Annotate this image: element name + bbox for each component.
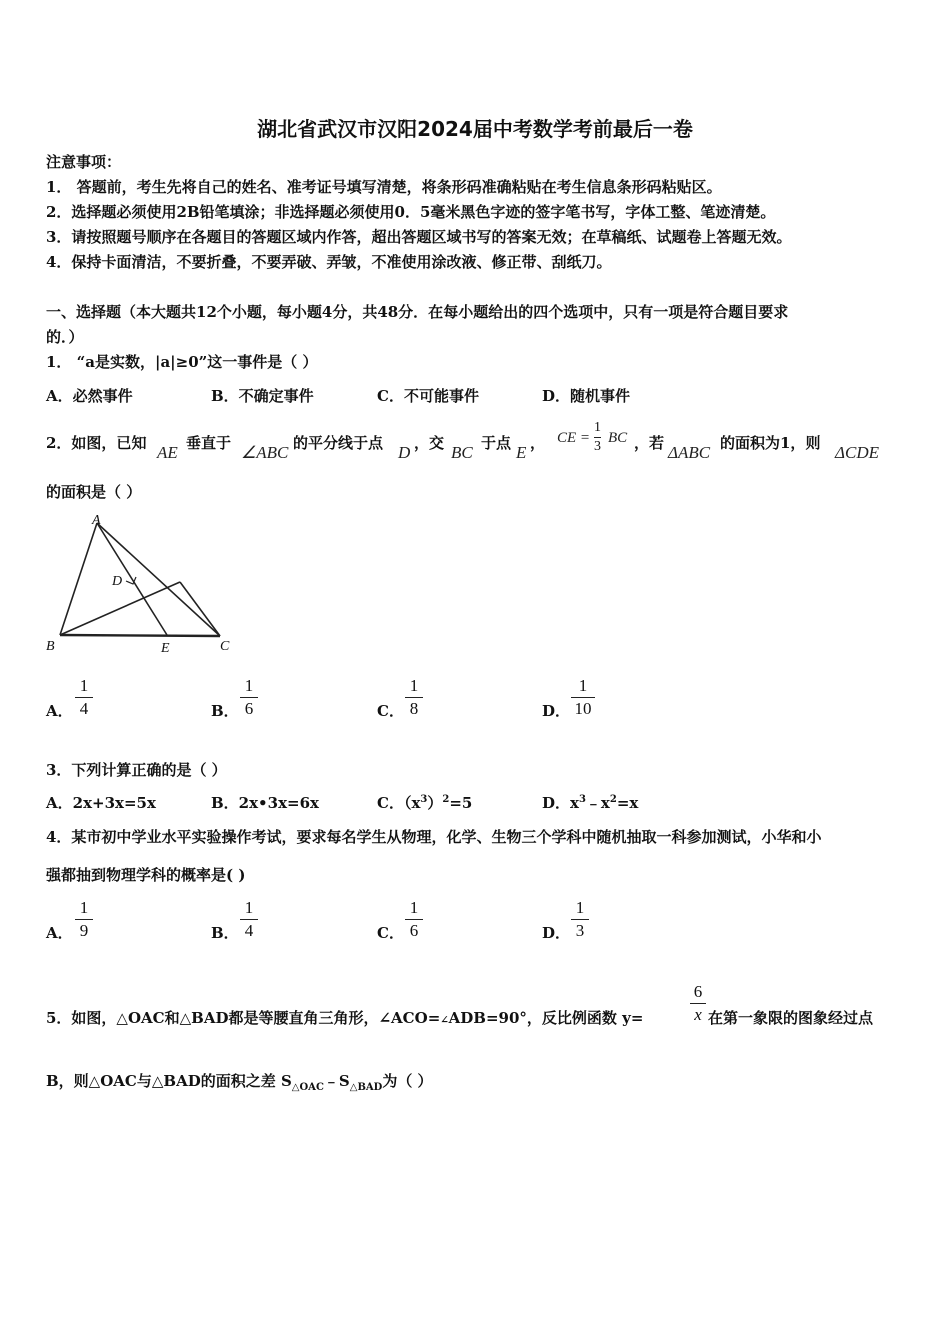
q4-option-c-den: 6 [409,921,419,940]
q2-math-bc2: BC [608,430,628,446]
section-heading-line1: 一、选择题（本大题共12个小题，每小题4分，共48分．在每小题给出的四个选项中，只有一项是符合题目要求 [46,303,789,321]
q5-fraction [690,982,706,1025]
q2-text-4: ，交 [414,434,445,452]
q5-den: x [694,1005,702,1024]
segment-dc [180,582,220,636]
q2-math-tri-abc: ΔABC [668,443,711,462]
q4-option-a-num: 1 [79,898,89,917]
q4-option-b-num: 1 [244,898,254,917]
notice-item-2: 2．选择题必须使用2B铅笔填涂；非选择题必须使用0．5毫米黑色字迹的签字笔书写，字体工整、笔迹清楚。 [46,203,776,221]
q2-text-8: 的面积为1，则 [720,434,821,452]
label-c: C [220,639,230,654]
q4-option-a-den: 9 [79,921,89,940]
label-a: A [92,513,101,528]
q3-option-a: A．2x+3x=5x [46,794,156,812]
q3-stem: 3．下列计算正确的是（ ） [46,761,227,779]
q2-option-b-den: 6 [244,699,254,718]
segment-ae [97,523,167,635]
q4-line1: 4．某市初中学业水平实验操作考试，要求每名学生从物理，化学、生物三个学科中随机抽取一科参加测试，小华和小 [46,828,822,846]
q3-option-c: C．$(x^3)^2=5$ [377,794,473,812]
q2-ce-num: 1 [594,420,601,435]
q2-math-d: D [398,443,411,462]
segment-ab [60,523,97,635]
q4-option-a-fraction [75,898,93,941]
q2-triangle-figure [40,512,240,660]
q2-text-7: ，若 [634,434,665,452]
q1-stem: 1． “a是实数，|a|≥0”这一事件是（ ） [46,353,318,371]
notice-heading: 注意事项： [46,153,122,171]
q2-text-2: 垂直于 [186,434,232,452]
notice-item-1: 1． 答题前，考生先将自己的姓名、准考证号填写清楚，将条形码准确粘贴在考生信息条形码粘贴区。 [46,178,722,196]
q2-option-a-num: 1 [79,676,89,695]
q2-math-tri-cde: ΔCDE [835,443,879,462]
q4-option-c-num: 1 [409,898,419,917]
q5-num: 6 [693,982,703,1001]
q4-option-d-den: 3 [575,921,585,940]
q4-option-c-letter: C． [377,924,404,942]
q4-line2: 强都抽到物理学科的概率是( ) [46,866,246,884]
q2-math-ae: AE [157,443,178,462]
q2-option-d-num: 1 [578,676,588,695]
q2-option-a-letter: A． [46,702,73,720]
q4-option-b-letter: B． [211,924,239,942]
label-e: E [161,641,170,656]
section-heading-line2: 的．） [46,328,84,346]
q2-option-c-letter: C． [377,702,404,720]
q2-line2: 的面积是（ ） [46,483,142,501]
q2-math-ce: CE = [557,430,591,446]
q2-ce-den: 3 [594,439,601,454]
q2-text-5: 于点 [481,434,512,452]
q2-math-bc: BC [451,443,473,462]
q2-math-angle-abc: ∠ABC [241,443,289,462]
q5-text-3: 在第一象限的图象经过点 [708,1009,874,1027]
q2-option-c-num: 1 [409,676,419,695]
label-b: B [46,639,55,654]
q2-option-c-den: 8 [409,699,419,718]
q2-option-b-fraction [240,676,258,719]
q2-text-1: 2．如图，已知 [46,434,147,452]
q5-line2: B，则△OAC与△BAD的面积之差 $S_{\triangle OAC}﹣S_{\triangle BAD}$为（ ） [46,1072,433,1093]
q4-option-d-num: 1 [575,898,585,917]
label-d: D [112,574,123,589]
q1-option-c: C．不可能事件 [377,387,479,405]
q1-option-d: D．随机事件 [542,387,631,405]
q4-option-c-fraction [405,898,423,941]
q2-option-d-fraction [571,676,595,719]
notice-item-4: 4．保持卡面清洁，不要折叠，不要弄破、弄皱，不准使用涂改液、修正带、刮纸刀。 [46,253,612,271]
q2-option-d-den: 10 [574,699,592,718]
q1-option-b: B．不确定事件 [211,387,314,405]
page-title: 湖北省武汉市汉阳2024届中考数学考前最后一卷 [257,117,693,141]
q4-option-b-fraction [240,898,258,941]
q2-option-d-letter: D． [542,702,571,720]
q4-option-d-letter: D． [542,924,571,942]
q2-text-3: 的平分线于点 [293,434,384,452]
q2-option-b-num: 1 [244,676,254,695]
q1-option-a: A．必然事件 [46,387,133,405]
q2-math-e: E [516,443,527,462]
q2-ce-fraction [594,420,601,455]
q3-option-b: B．2x•3x=6x [211,794,319,812]
q4-option-a-letter: A． [46,924,73,942]
segment-bc [60,635,220,636]
q5-text-1: 5．如图，△OAC和△BAD都是等腰直角三角形，∠ACO=∠ADB=90°，反比例函数 y= [46,1009,644,1027]
notice-item-3: 3．请按照题号顺序在各题目的答题区域内作答，超出答题区域书写的答案无效；在草稿纸、试题卷上答题无效。 [46,228,792,246]
q3-option-d: D．$x^3﹣x^2=x$ [542,794,639,812]
q2-option-b-letter: B． [211,702,239,720]
q2-text-6: ， [530,434,546,452]
q2-option-c-fraction [405,676,423,719]
q4-option-b-den: 4 [244,921,254,940]
q2-option-a-fraction [75,676,93,719]
q2-option-a-den: 4 [79,699,89,718]
q4-option-d-fraction [571,898,589,941]
q5-angle-symbol: ∠ [440,1015,449,1026]
